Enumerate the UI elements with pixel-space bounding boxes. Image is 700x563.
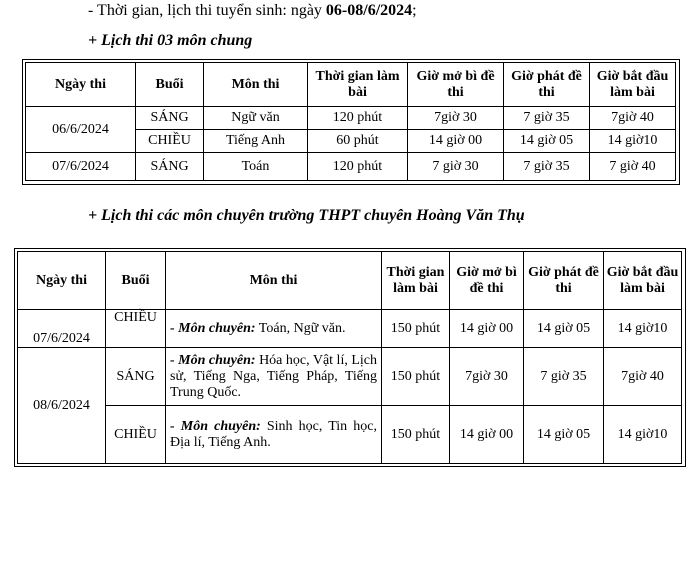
exam-date: 07/6/2024 <box>18 310 106 348</box>
col-header-session: Buổi <box>136 63 204 107</box>
subjects: Sinh học, Tin học, Địa lí, Tiếng Anh. <box>170 418 377 450</box>
table-row <box>26 153 676 181</box>
start-time: 7 giờ 40 <box>590 153 676 181</box>
open-time: 7giờ 30 <box>408 107 504 130</box>
issue-time: 7 giờ 35 <box>504 153 590 181</box>
col-header-issue: Giờ phát đề thi <box>504 63 590 107</box>
duration: 120 phút <box>308 153 408 181</box>
subject: Tiếng Anh <box>204 130 308 153</box>
specialized-subject-list <box>166 310 382 348</box>
session: CHIỀU <box>106 310 166 348</box>
section-title-specialized: + Lịch thi các môn chuyên trường THPT chuyên Hoàng Văn Thụ <box>88 207 525 224</box>
issue-time: 7 giờ 35 <box>504 107 590 130</box>
subject: Ngữ văn <box>204 107 308 130</box>
exam-schedule-intro <box>88 2 417 20</box>
start-time: 14 giờ10 <box>590 130 676 153</box>
session: CHIỀU <box>136 130 204 153</box>
section-title-common: + Lịch thi 03 môn chung <box>88 32 253 49</box>
open-time: 14 giờ 00 <box>450 310 524 348</box>
open-time: 14 giờ 00 <box>408 130 504 153</box>
exam-date: 06/6/2024 <box>26 107 136 153</box>
specialized-subject-list <box>166 348 382 406</box>
col-header-date: Ngày thi <box>18 252 106 310</box>
col-header-issue: Giờ phát đề thi <box>524 252 604 310</box>
issue-time: 14 giờ 05 <box>524 406 604 464</box>
table-row <box>18 310 682 348</box>
col-header-duration: Thời gian làm bài <box>308 63 408 107</box>
col-header-subject: Môn thi <box>166 252 382 310</box>
issue-time: 14 giờ 05 <box>524 310 604 348</box>
duration: 60 phút <box>308 130 408 153</box>
exam-date: 08/6/2024 <box>18 348 106 464</box>
subject-prefix: - Môn chuyên: <box>170 418 261 434</box>
session: SÁNG <box>136 153 204 181</box>
col-header-subject: Môn thi <box>204 63 308 107</box>
col-header-start: Giờ bắt đầu làm bài <box>604 252 682 310</box>
start-time: 7giờ 40 <box>590 107 676 130</box>
specialized-subjects-table <box>17 251 682 464</box>
table-row <box>18 406 682 464</box>
table-row <box>26 107 676 130</box>
duration: 150 phút <box>382 406 450 464</box>
subject-prefix: - Môn chuyên: <box>170 320 256 336</box>
table-header-row <box>26 63 676 107</box>
col-header-open: Giờ mở bì đề thi <box>450 252 524 310</box>
col-header-session: Buổi <box>106 252 166 310</box>
open-time: 7 giờ 30 <box>408 153 504 181</box>
exam-date: 07/6/2024 <box>26 153 136 181</box>
intro-dates: 06-08/6/2024 <box>325 2 413 19</box>
intro-suffix: ; <box>412 2 417 19</box>
start-time: 14 giờ10 <box>604 310 682 348</box>
session: SÁNG <box>106 348 166 406</box>
specialized-subject-list <box>166 406 382 464</box>
col-header-start: Giờ bắt đầu làm bài <box>590 63 676 107</box>
start-time: 14 giờ10 <box>604 406 682 464</box>
table-row <box>18 348 682 406</box>
subjects: Hóa học, Vật lí, Lịch sử, Tiếng Nga, Tiếng Pháp, Tiếng Trung Quốc. <box>170 352 377 400</box>
subject: Toán <box>204 153 308 181</box>
open-time: 14 giờ 00 <box>450 406 524 464</box>
issue-time: 14 giờ 05 <box>504 130 590 153</box>
subject-prefix: - Môn chuyên: <box>170 352 256 368</box>
issue-time: 7 giờ 35 <box>524 348 604 406</box>
session: SÁNG <box>136 107 204 130</box>
start-time: 7giờ 40 <box>604 348 682 406</box>
duration: 150 phút <box>382 348 450 406</box>
duration: 120 phút <box>308 107 408 130</box>
open-time: 7giờ 30 <box>450 348 524 406</box>
table-header-row <box>18 252 682 310</box>
duration: 150 phút <box>382 310 450 348</box>
common-subjects-table <box>25 62 676 181</box>
intro-prefix: - Thời gian, lịch thi tuyển sinh: ngày <box>88 2 326 19</box>
subjects: Toán, Ngữ văn. <box>255 320 346 336</box>
col-header-date: Ngày thi <box>26 63 136 107</box>
session: CHIỀU <box>106 406 166 464</box>
col-header-duration: Thời gian làm bài <box>382 252 450 310</box>
col-header-open: Giờ mở bì đề thi <box>408 63 504 107</box>
